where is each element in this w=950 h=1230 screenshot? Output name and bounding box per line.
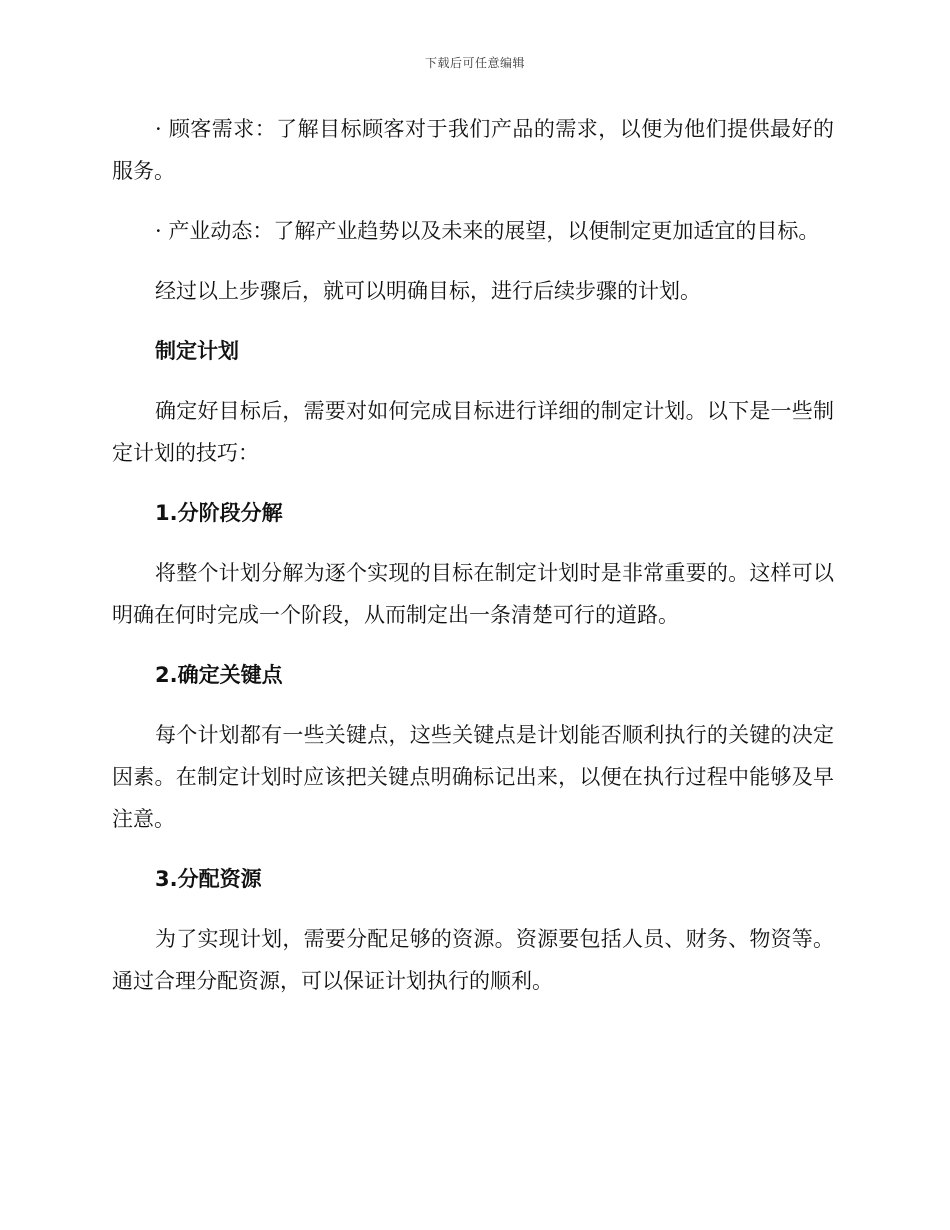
page-header: 下载后可任意编辑 [424, 56, 525, 70]
key-points-paragraph: 每个计划都有一些关键点，这些关键点是计划能否顺利执行的关键的决定因素。在制定计划时应该把关键点明确标记出来，以便在执行过程中能够及早注意。 [112, 723, 834, 831]
bullet-customer-needs: · 顾客需求：了解目标顾客对于我们产品的需求，以便为他们提供最好的服务。 [112, 117, 834, 183]
phases-paragraph: 将整个计划分解为逐个实现的目标在制定计划时是非常重要的。这样可以明确在何时完成一个阶段，从而制定出一条清楚可行的道路。 [112, 561, 834, 627]
subheading-key-points: 2.确定关键点 [155, 663, 283, 687]
subheading-phases: 1.分阶段分解 [155, 501, 283, 525]
summary-paragraph: 经过以上步骤后，就可以明确目标，进行后续步骤的计划。 [155, 279, 701, 303]
document-body [112, 108, 834, 1020]
subheading-resources: 3.分配资源 [155, 867, 262, 891]
resources-paragraph: 为了实现计划，需要分配足够的资源。资源要包括人员、财务、物资等。通过合理分配资源，可以保证计划执行的顺利。 [112, 927, 834, 993]
section-heading-make-plan: 制定计划 [155, 339, 239, 363]
plan-intro-paragraph: 确定好目标后，需要对如何完成目标进行详细的制定计划。以下是一些制定计划的技巧： [112, 399, 834, 465]
bullet-industry-trends: · 产业动态：了解产业趋势以及未来的展望，以便制定更加适宜的目标。 [155, 219, 820, 243]
